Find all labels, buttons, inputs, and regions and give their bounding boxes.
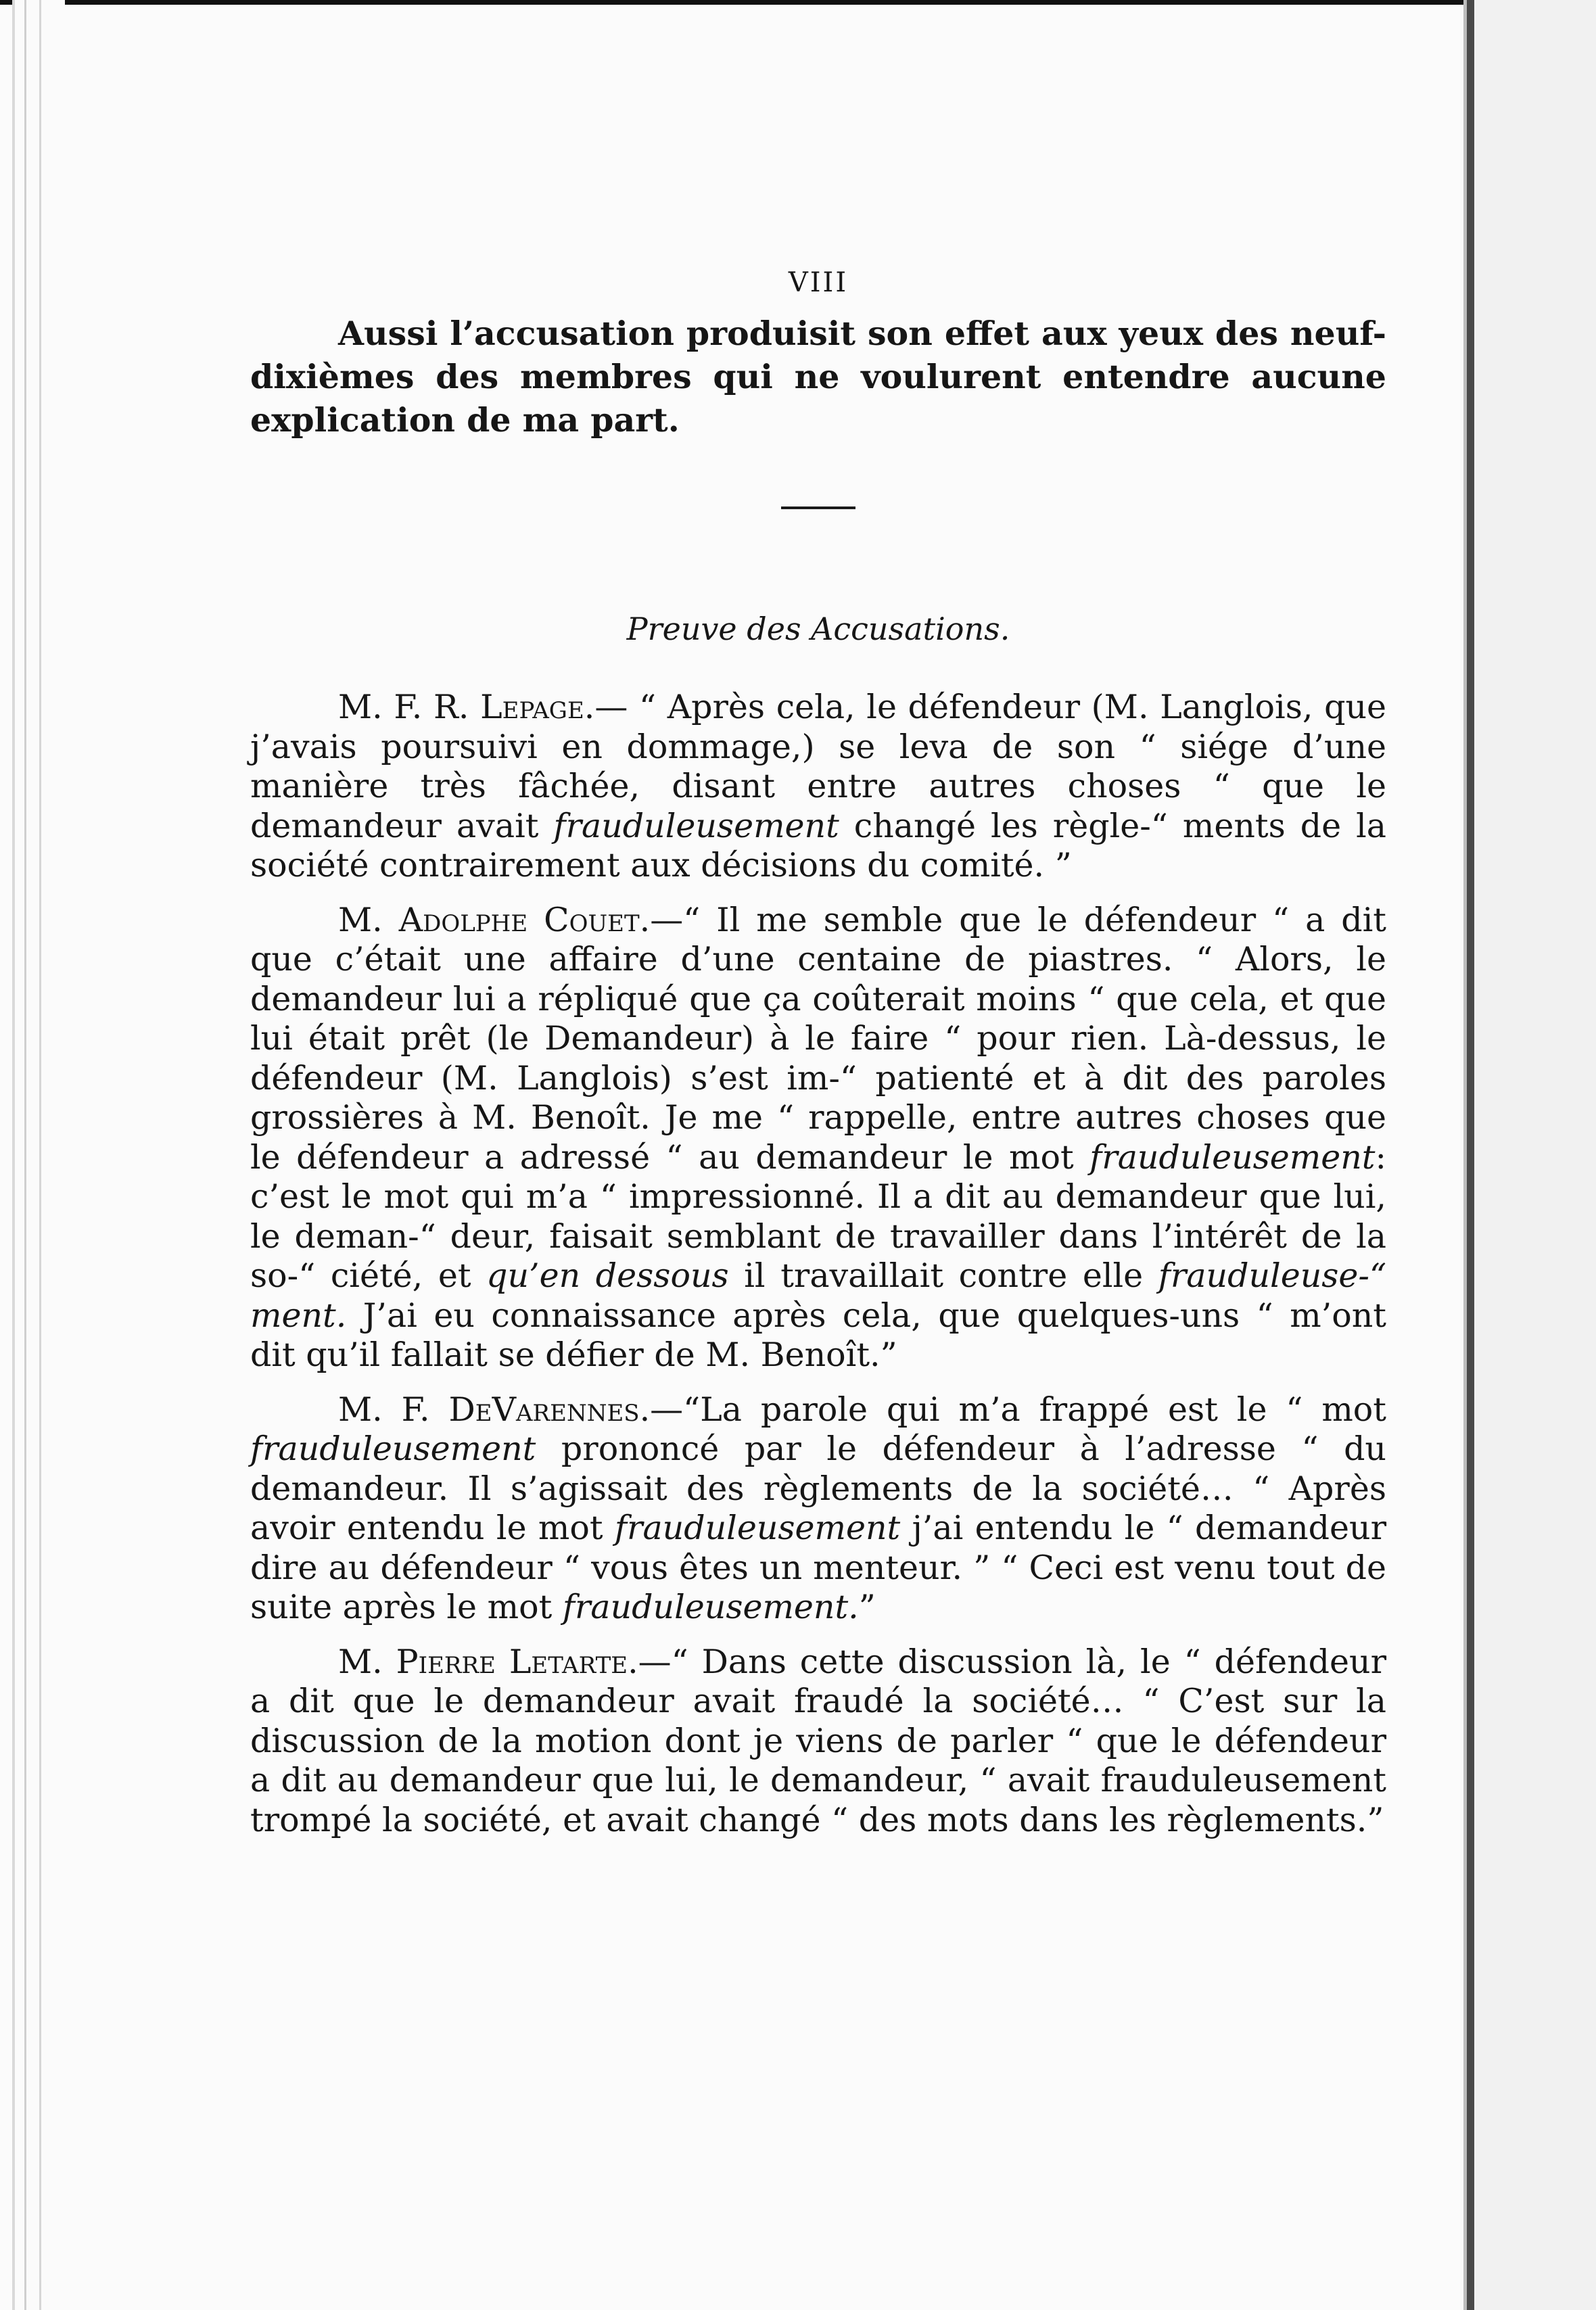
speaker-name: M. Adolphe Couet. — [338, 900, 651, 939]
intro-paragraph: Aussi l’accusation produisit son effet aux yeux des neuf-dixièmes des membres qui ne voulurent entendre aucune explication de ma part. — [250, 314, 1386, 440]
testimony-paragraph — [250, 688, 1386, 886]
emphasized-text: frauduleusement — [553, 806, 839, 845]
speaker-dash: — — [650, 900, 684, 939]
top-border — [0, 0, 1488, 12]
emphasized-text: frauduleusement — [614, 1509, 901, 1547]
page-number: VIII — [788, 267, 849, 298]
emphasized-text: frauduleusement. — [562, 1588, 859, 1626]
testimony-text: : c’est le mot qui m’a “ impressionné. Il a dit au demandeur que lui, le deman-“ deur, faisait semblant de travailler dans l’intérêt de la so-“ ciété, et — [250, 1137, 1386, 1295]
testimony-text: ” — [858, 1588, 876, 1626]
page-content — [250, 267, 1386, 1855]
testimony-text: prononcé par le défendeur à l’adresse “ du demandeur. Il s’agissait des règlements de la société… “ Après avoir entendu le mot — [250, 1430, 1386, 1547]
testimony-paragraph — [250, 901, 1386, 1375]
testimony-text: “ Après cela, le défendeur (M. Langlois, que j’avais poursuivi en dommage,) se leva de son “ siége d’une manière très fâchée, disant entre autres choses “ que le demandeur avait — [250, 688, 1387, 845]
testimony-text: J’ai eu connaissance après cela, que quelques-uns “ m’ont dit qu’il fallait se défier de M. Benoît.” — [250, 1296, 1386, 1374]
testimony-text: “ Il me semble que le défendeur “ a dit que c’était une affaire d’une centaine de piastres. “ Alors, le demandeur lui a répliqué que ça coûterait moins “ que cela, et que lui était prêt (le Demandeur) à le faire “ pour rien. Là-dessus, le défendeur (M. Langlois) s’est im-“ patienté et à dit des paroles grossières à M. Benoît. Je me “ rappelle, entre autres choses que le défendeur a adressé “ au demandeur le mot — [250, 900, 1386, 1177]
testimony-text: j’ai entendu le “ demandeur dire au défendeur “ vous êtes un menteur. ” “ Ceci est venu tout de suite après le mot — [250, 1509, 1386, 1626]
emphasized-text: frauduleusement — [250, 1430, 536, 1468]
speaker-dash: — — [650, 1390, 684, 1429]
section-divider — [781, 506, 855, 509]
speaker-name: M. F. R. Lepage. — [338, 688, 595, 726]
testimony-text: “ Dans cette discussion là, le “ défendeur a dit que le demandeur avait fraudé la société… “ C’est sur la discussion de la motion dont je viens de parler “ que le défendeur a dit au demandeur que lui, le demandeur, “ avait frauduleusement trompé la société, et avait changé “ des mots dans les règlements.” — [250, 1642, 1386, 1839]
speaker-name: M. F. DeVarennes. — [338, 1390, 651, 1429]
emphasized-text: frauduleusement — [1089, 1137, 1376, 1177]
left-page-edges — [12, 0, 65, 2310]
emphasized-text: frauduleuse-“ ment. — [250, 1256, 1386, 1335]
testimony-paragraph — [250, 1643, 1386, 1841]
speaker-name: M. Pierre Letarte. — [338, 1642, 638, 1681]
testimony-text: “La parole qui m’a frappé est le “ mot — [683, 1390, 1386, 1429]
testimony-text: il travaillait contre elle — [728, 1256, 1158, 1295]
testimony-list — [250, 688, 1386, 1840]
speaker-dash: — — [638, 1642, 672, 1681]
testimony-paragraph — [250, 1390, 1386, 1628]
speaker-dash: — — [594, 688, 640, 726]
right-page-edge — [1463, 0, 1596, 2310]
emphasized-text: qu’en dessous — [486, 1256, 729, 1295]
testimony-text: changé les règle-“ ments de la société contrairement aux décisions du comité. ” — [250, 806, 1386, 885]
section-title: Preuve des Accusations. — [626, 611, 1010, 647]
